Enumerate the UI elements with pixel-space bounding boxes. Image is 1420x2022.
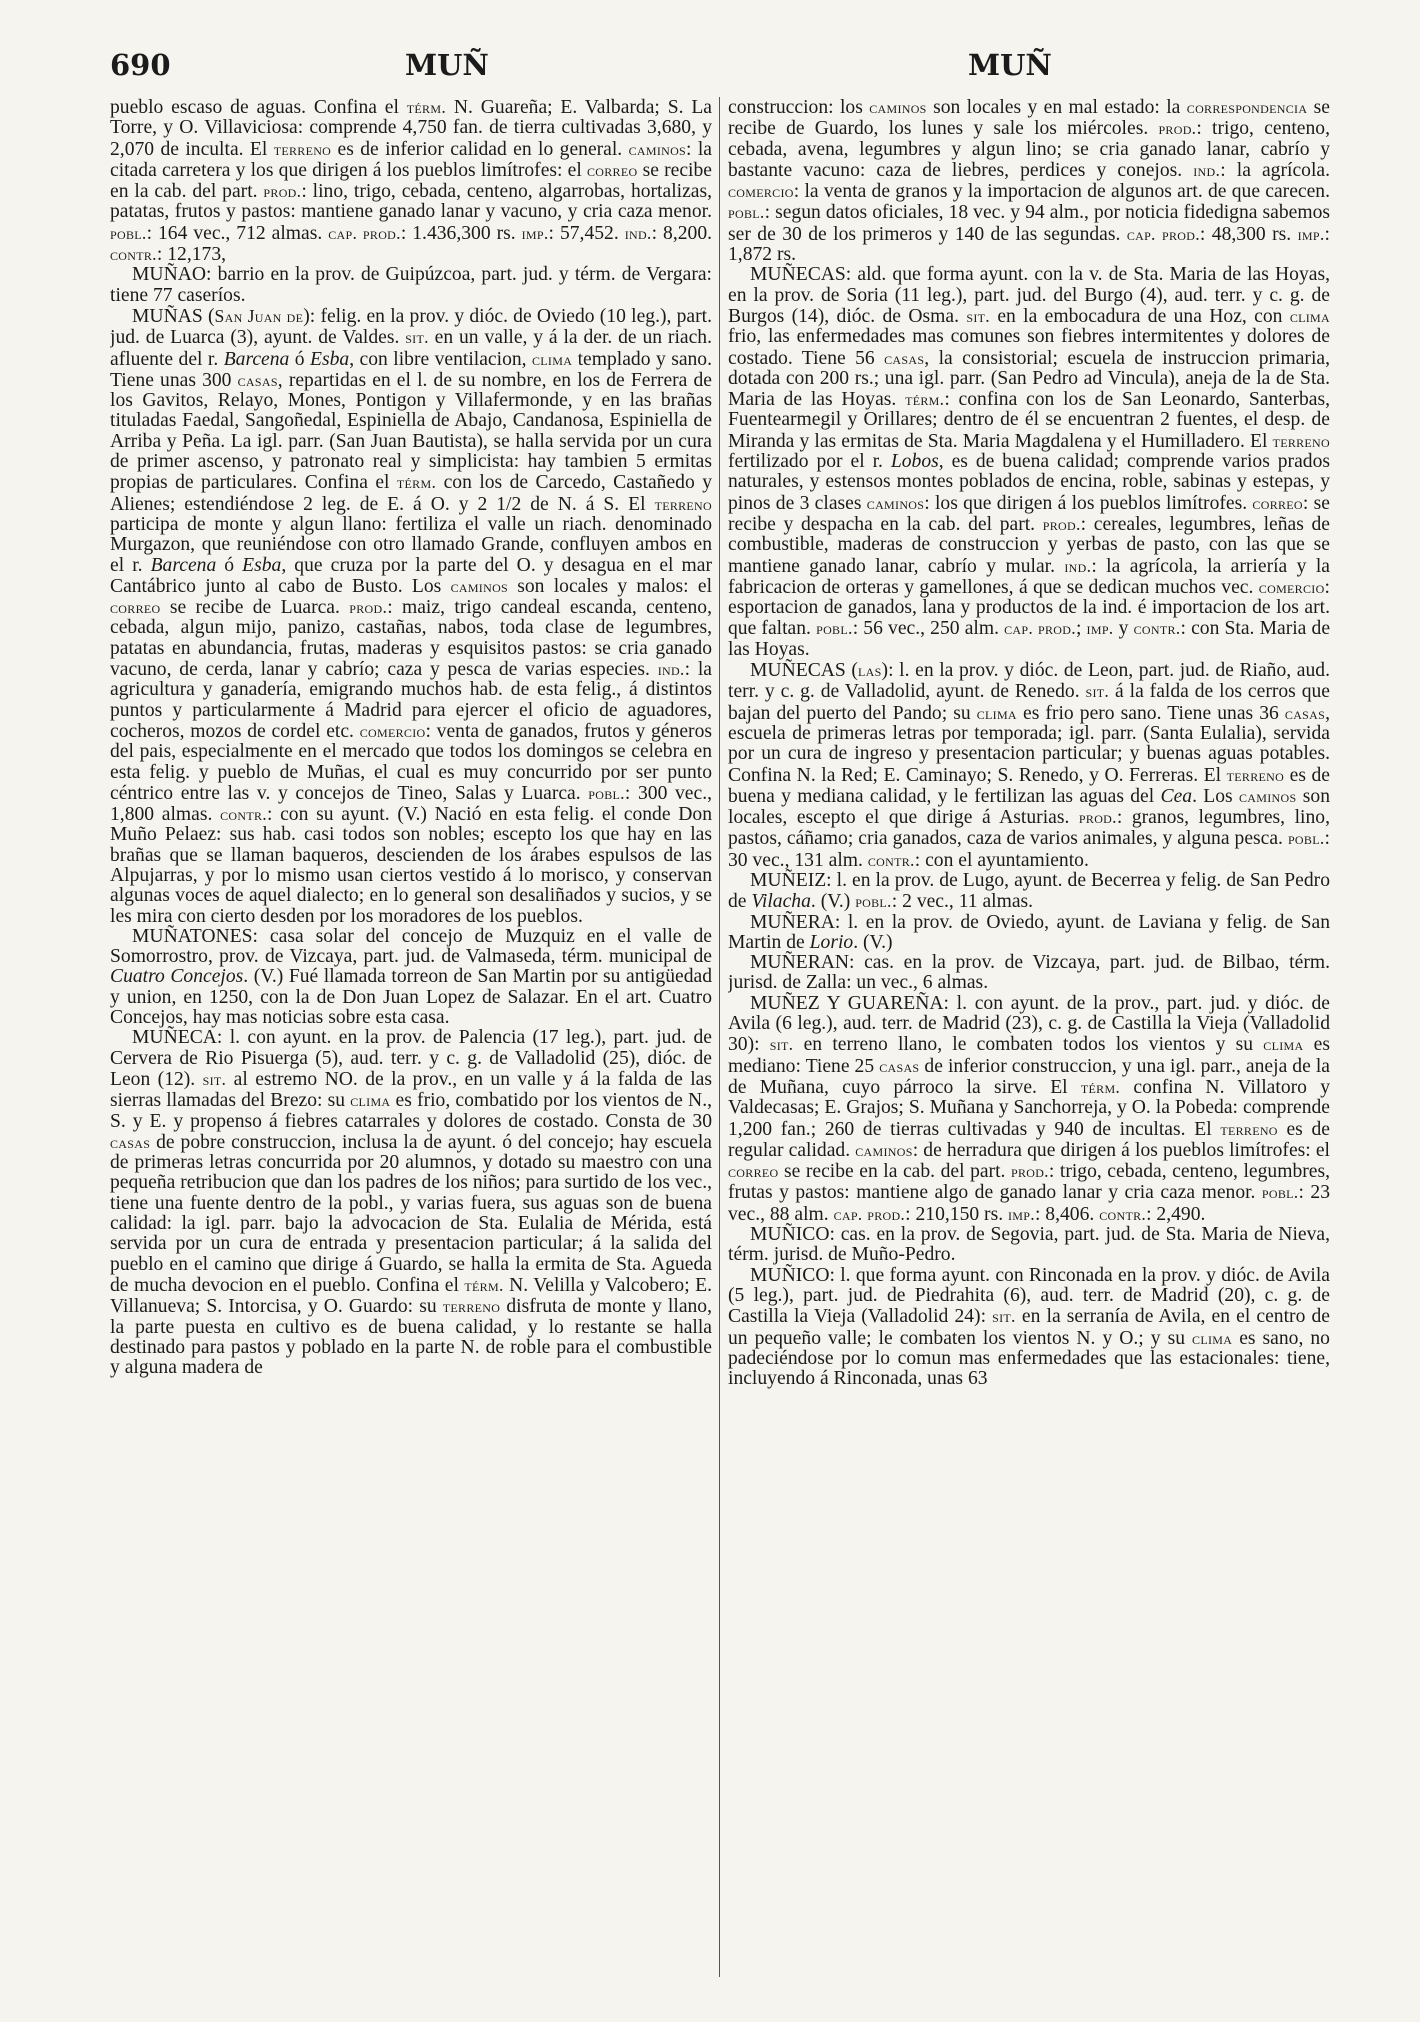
dictionary-entry: MUÑECAS: ald. que forma ayunt. con la v. de Sta. Maria de las Hoyas, en la prov. de Soria (11 leg.), part. jud. del Burgo (4), aud. terr. y c. g. de Burgos (14), dióc. de Osma. sit. en la embocadura de una Hoz, con clima frio, las enfermedades mas comunes son fiebres intermitentes y dolores de costado. Tiene 56 casas, la consistorial; escuela de instruccion primaria, dotada con 200 rs.; una igl. parr. (San Pedro ad Vincula), aneja de la de Sta. Maria de las Hoyas. térm.: confina con los de San Leonardo, Santerbas, Fuentearmegil y Orillares; dentro de él se encuentran 2 fuentes, el desp. de Miranda y las ermitas de Sta. Maria Magdalena y el Humilladero. El terreno fertilizado por el r. Lobos, es de buena calidad; comprende varios prados naturales, y estensos montes poblados de encina, roble, sabinas y estepas, y pinos de 3 clases caminos: los que dirigen á los pueblos limítrofes. correo: se recibe y despacha en la cab. del part. prod.: cereales, legumbres, leñas de combustible, maderas de construccion y yerbas de pasto, con las que se mantiene ganado lanar, cabrío y mular. ind.: la agrícola, la arriería y la fabricacion de orteras y gamellones, á que se dedican muchos vec. comercio: esportacion de ganados, lana y productos de la ind. é importacion de los art. que faltan. pobl.: 56 vec., 250 alm. cap. prod.; imp. y contr.: con Sta. Maria de las Hoyas. bbox=[728, 264, 1330, 660]
dictionary-entry: MUÑAS (San Juan de): felig. en la prov. y dióc. de Oviedo (10 leg.), part. jud. de Luarca (3), ayunt. de Valdes. sit. en un valle, y á la der. de un riach. afluente del r. Barcena ó Esba, con libre ventilacion, clima templado y sano. Tiene unas 300 casas, repartidas en el l. de su nombre, en los de Ferrera de los Gavitos, Relayo, Mones, Pontigon y Villafermonde, y en las brañas tituladas Faedal, Sangoñedal, Espiniella de Abajo, Candanosa, Espiniella de Arriba y Peña. La igl. parr. (San Juan Bautista), se halla servida por un cura de primer ascenso, y patronato real y simplicista: hay tambien 5 ermitas propias de particulares. Confina el térm. con los de Carcedo, Castañedo y Alienes; estendiéndose 2 leg. de E. á O. y 2 1/2 de N. á S. El terreno participa de monte y algun llano: fertiliza el valle un riach. denominado Murgazon, que reuniéndose con otro llamado Grande, confluyen ambos en el r. Barcena ó Esba, que cruza por la parte del O. y desagua en el mar Cantábrico junto al cabo de Busto. Los caminos son locales y malos: el correo se recibe de Luarca. prod.: maiz, trigo candeal escanda, centeno, cebada, algun mijo, panizo, castañas, nabos, toda clase de legumbres, patatas en abundancia, frutas, maderas y esquisitos pastos: se cria ganado vacuno, de cerda, lanar y cabrío; caza y pesca de varias especies. ind.: la agricultura y ganadería, emigrando muchos hab. de esta felig., á distintos puntos y particularmente á Madrid para ejercer el oficio de aguadores, cocheros, mozos de cordel etc. comercio: venta de ganados, frutos y géneros del pais, especialmente en el mercado que todos los domingos se celebra en esta felig. y pueblo de Muñas, el cual es muy concurrido por ser punto céntrico entre las v. y concejos de Tineo, Salas y Luarca. pobl.: 300 vec., 1,800 almas. contr.: con su ayunt. (V.) Nació en esta felig. el conde Don Muño Pelaez: sus hab. casi todos son nobles; escepto los que hay en las brañas que se llaman baqueros, descienden de los árabes espulsos de las Alpujarras, y por lo mismo usan ciertos vestido á lo morisco, y conservan algunas voces de aquel dialecto; en lo general son desaliñados y sucios, y se les mira con cierto desden por los moradores de los pueblos. bbox=[110, 305, 712, 927]
dictionary-entry: pueblo escaso de aguas. Confina el térm. N. Guareña; E. Valbarda; S. La Torre, y O. Villaviciosa: comprende 4,750 fan. de tierra cultivadas 3,680, y 2,070 de inculta. El terreno es de inferior calidad en lo general. caminos: la citada carretera y los que dirigen á los pueblos limítrofes: el correo se recibe en la cab. del part. prod.: lino, trigo, cebada, centeno, algarrobas, hortalizas, patatas, frutos y pastos: mantiene ganado lanar y vacuno, y cria caza menor. pobl.: 164 vec., 712 almas. cap. prod.: 1.436,300 rs. imp.: 57,452. ind.: 8,200. contr.: 12,173, bbox=[110, 97, 712, 266]
left-column bbox=[110, 97, 712, 2002]
right-column bbox=[728, 97, 1330, 2002]
dictionary-entry: MUÑECAS (las): l. en la prov. y dióc. de Leon, part. jud. de Riaño, aud. terr. y c. g. de Valladolid, ayunt. de Renedo. sit. á la falda de los cerros que bajan del puerto del Pando; su clima es frio pero sano. Tiene unas 36 casas, escuela de primeras letras por temporada; igl. parr. (Santa Eulalia), servida por un cura de ingreso y presentacion particular; y buenas aguas potables. Confina N. la Red; E. Caminayo; S. Renedo, y O. Ferreras. El terreno es de buena y mediana calidad, y le fertilizan las aguas del Cea. Los caminos son locales, escepto el que dirige á Asturias. prod.: granos, legumbres, lino, pastos, cáñamo; cria ganados, caza de varios animales, y alguna pesca. pobl.: 30 vec., 131 alm. contr.: con el ayuntamiento. bbox=[728, 660, 1330, 871]
dictionary-entry: MUÑECA: l. con ayunt. en la prov. de Palencia (17 leg.), part. jud. de Cervera de Rio Pisuerga (5), aud. terr. y c. g. de Valladolid (25), dióc. de Leon (12). sit. al estremo NO. de la prov., en un valle y á la falda de las sierras llamadas del Brezo: su clima es frio, combatido por los vientos de N., S. y E. y propenso á fiebres catarrales y dolores de costado. Consta de 30 casas de pobre construccion, inclusa la de ayunt. ó del concejo; hay escuela de primeras letras concurrida por 20 alumnos, y dotado su maestro con una pequeña retribucion que dan los padres de los niños; para surtido de los vec., tiene una fuente dentro de la pobl., y varias fuera, sus aguas son de buena calidad: la igl. parr. bajo la advocacion de Sta. Eulalia de Mérida, está servida por un cura de entrada y presentacion particular; á la salida del pueblo en el camino que dirige á Guardo, se halla la ermita de Sta. Agueda de mucha devocion en el pueblo. Confina el térm. N. Velilla y Valcobero; E. Villanueva; S. Intorcisa, y O. Guardo: su terreno disfruta de monte y llano, la parte puesta en cultivo es de buena calidad, y lo restante se halla destinado para pastos y poblado en la parte N. de roble para el combustible y alguna madera de bbox=[110, 1027, 712, 1379]
page-header bbox=[110, 48, 1330, 94]
dictionary-entry: MUÑICO: l. que forma ayunt. con Rinconada en la prov. y dióc. de Avila (5 leg.), part. jud. de Piedrahita (6), aud. terr. de Madrid (20), c. g. de Castilla la Vieja (Valladolid 24): sit. en la serranía de Avila, en el centro de un pequeño valle; le combaten los vientos N. y O.; y su clima es sano, no padeciéndose por lo comun mas enfermedades que las estacionales: tiene, incluyendo á Rinconada, unas 63 bbox=[728, 1264, 1330, 1390]
dictionary-entry: MUÑICO: cas. en la prov. de Segovia, part. jud. de Sta. Maria de Nieva, térm. jurisd. de Muño-Pedro. bbox=[728, 1224, 1330, 1266]
page-number: 690 bbox=[110, 48, 171, 82]
dictionary-entry: MUÑEZ Y GUAREÑA: l. con ayunt. de la prov., part. jud. y dióc. de Avila (6 leg.), aud. terr. de Madrid (23), c. g. de Castilla la Vieja (Valladolid 30): sit. en terreno llano, le combaten todos los vientos y su clima es mediano: Tiene 25 casas de inferior construccion, y una igl. parr., aneja de la de Muñana, cuyo párroco la sirve. El térm. confina N. Villatoro y Valdecasas; E. Grajos; S. Muñana y Sanchorreja, y O. la Pobeda: comprende 1,200 fan.; 260 de tierras cultivadas y 940 de incultas. El terreno es de regular calidad. caminos: de herradura que dirigen á los pueblos limítrofes: el correo se recibe en la cab. del part. prod.: trigo, cebada, centeno, legumbres, frutas y pastos: mantiene algo de ganado lanar y cria caza menor. pobl.: 23 vec., 88 alm. cap. prod.: 210,150 rs. imp.: 8,406. contr.: 2,490. bbox=[728, 992, 1330, 1225]
dictionary-entry: MUÑEIZ: l. en la prov. de Lugo, ayunt. de Becerrea y felig. de San Pedro de Vilacha. (V.) pobl.: 2 vec., 11 almas. bbox=[728, 869, 1330, 913]
dictionary-entry: MUÑATONES: casa solar del concejo de Muzquiz en el valle de Somorrostro, prov. de Vizcaya, part. jud. de Valmaseda, térm. municipal de Cuatro Concejos. (V.) Fué llamada torreon de San Martin por su antigüedad y union, en 1250, con la de Don Juan Lopez de Salazar. En el art. Cuatro Concejos, hay mas noticias sobre esta casa. bbox=[110, 925, 712, 1029]
column-divider bbox=[719, 97, 720, 1977]
dictionary-entry: MUÑERAN: cas. en la prov. de Vizcaya, part. jud. de Bilbao, térm. jurisd. de Zalla: un vec., 6 almas. bbox=[728, 952, 1330, 994]
dictionary-entry: MUÑERA: l. en la prov. de Oviedo, ayunt. de Laviana y felig. de San Martin de Lorio. (V.) bbox=[728, 911, 1330, 953]
dictionary-entry: MUÑAO: barrio en la prov. de Guipúzcoa, part. jud. y térm. de Vergara: tiene 77 caseríos. bbox=[110, 264, 712, 306]
right-running-headword: MUÑ bbox=[968, 48, 1052, 82]
dictionary-entry: construccion: los caminos son locales y en mal estado: la correspondencia se recibe de Guardo, los lunes y sale los miércoles. prod.: trigo, centeno, cebada, avena, legumbres y algun lino; se cria ganado lanar, cabrío y bastante vacuno: caza de liebres, perdices y conejos. ind.: la agrícola. comercio: la venta de granos y la importacion de algunos art. de que carecen. pobl.: segun datos oficiales, 18 vec. y 94 alm., por noticia fidedigna sabemos ser de 30 de los primeros y 140 de las segundas. cap. prod.: 48,300 rs. imp.: 1,872 rs. bbox=[728, 97, 1330, 266]
left-running-headword: MUÑ bbox=[405, 48, 489, 82]
